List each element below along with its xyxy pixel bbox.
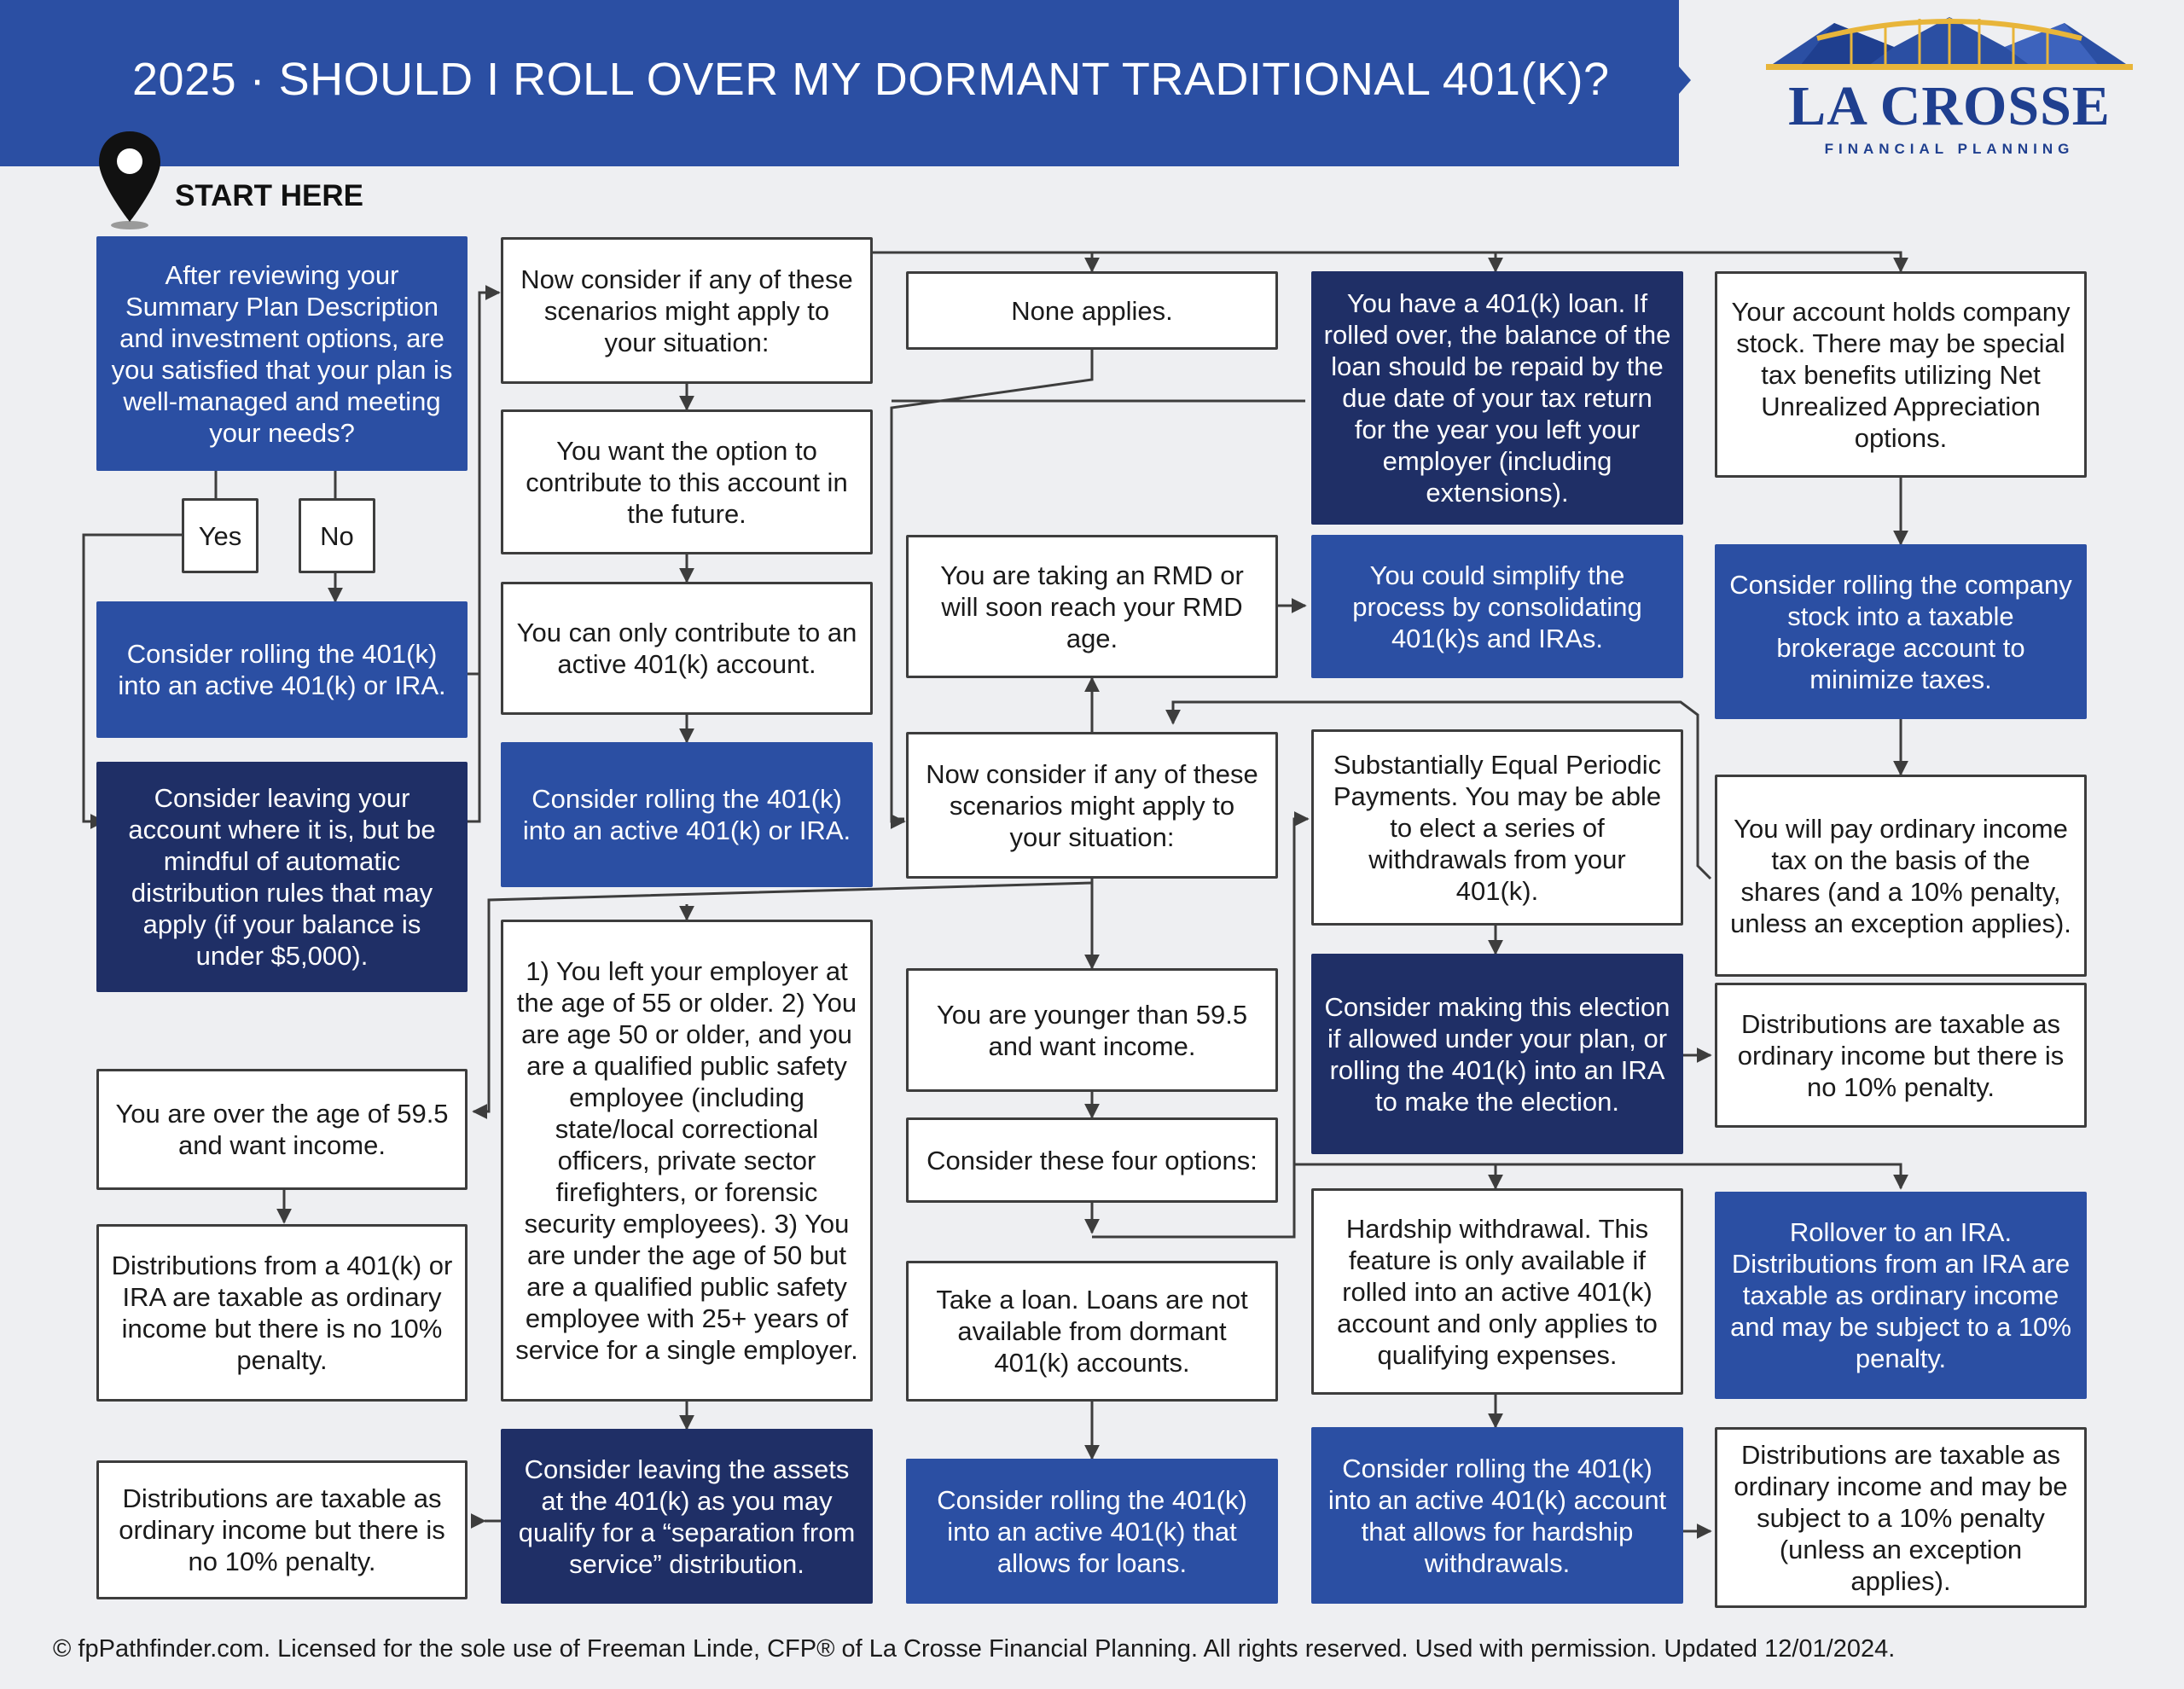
start-here-label: START HERE [175, 179, 364, 212]
rollover-active-401k-box-2: Consider rolling the 401(k) into an active 401(k) or IRA. [501, 742, 873, 887]
rollover-loans-box: Consider rolling the 401(k) into an active 401(k) that allows for loans. [906, 1459, 1278, 1604]
logo-subtitle: FINANCIAL PLANNING [1824, 141, 2075, 157]
hardship-withdrawal-box: Hardship withdrawal. This feature is only available if rolled into an active 401(k) account and only applies to qualifying expenses. [1311, 1188, 1683, 1395]
sepp-tax-result-box: Distributions are taxable as ordinary income but there is no 10% penalty. [1715, 983, 2087, 1128]
leave-assets-separation-box: Consider leaving the assets at the 401(k) as you may qualify for a “separation from service” distribution. [501, 1429, 873, 1604]
rollover-active-401k-box: Consider rolling the 401(k) into an active 401(k) or IRA. [96, 601, 468, 738]
none-applies-box: None applies. [906, 271, 1278, 350]
rollover-company-stock-box: Consider rolling the company stock into a taxable brokerage account to minimize taxes. [1715, 544, 2087, 719]
over-59-5-tax-result-box: Distributions from a 401(k) or IRA are taxable as ordinary income but there is no 10% penalty. [96, 1224, 468, 1402]
no-option-box: No [299, 498, 375, 573]
scenarios-prompt-box-1: Now consider if any of these scenarios might apply to your situation: [501, 237, 873, 384]
scenarios-prompt-box-2: Now consider if any of these scenarios might apply to your situation: [906, 732, 1278, 879]
younger-59-5-income-box: You are younger than 59.5 and want income. [906, 968, 1278, 1092]
contribute-future-box: You want the option to contribute to this account in the future. [501, 409, 873, 554]
rollover-ira-box: Rollover to an IRA. Distributions from an IRA are taxable as ordinary income and may be subject to a 10% penalty. [1715, 1192, 2087, 1399]
four-options-box: Consider these four options: [906, 1117, 1278, 1203]
separation-conditions-box: 1) You left your employer at the age of 55 or older. 2) You are age 50 or older, and you are a qualified public safety employee (including state/local correctional officers, private sector firefighters, or forensic security employees). 3) You are under the age of 50 but are a qualified public safety employee with 25+ years of service for a single employer. [501, 920, 873, 1402]
rmd-age-box: You are taking an RMD or will soon reach your RMD age. [906, 535, 1278, 678]
take-loan-box: Take a loan. Loans are not available from dormant 401(k) accounts. [906, 1261, 1278, 1402]
simplify-consolidate-box: You could simplify the process by consolidating 401(k)s and IRAs. [1311, 535, 1683, 678]
rollover-hardship-box: Consider rolling the 401(k) into an active 401(k) account that allows for hardship withdrawals. [1311, 1427, 1683, 1604]
yes-option-box: Yes [182, 498, 258, 573]
ira-tax-result-box: Distributions are taxable as ordinary income and may be subject to a 10% penalty (unless an exception applies). [1715, 1427, 2087, 1608]
over-59-5-income-box: You are over the age of 59.5 and want income. [96, 1069, 468, 1190]
has-401k-loan-box: You have a 401(k) loan. If rolled over, the balance of the loan should be repaid by the due date of your tax return for the year you left your employer (including extensions). [1311, 271, 1683, 525]
page-title: 2025 · SHOULD I ROLL OVER MY DORMANT TRADITIONAL 401(K)? [132, 54, 1610, 105]
question-satisfied-box: After reviewing your Summary Plan Description and investment options, are you satisfied that your plan is well-managed and meeting your needs? [96, 236, 468, 471]
company-stock-box: Your account holds company stock. There may be special tax benefits utilizing Net Unrealized Appreciation options. [1715, 271, 2087, 478]
copyright-footer: © fpPathfinder.com. Licensed for the sole use of Freeman Linde, CFP® of La Crosse Financial Planning. All rights reserved. Used with permission. Updated 12/01/2024. [53, 1635, 1896, 1663]
active-only-contribute-box: You can only contribute to an active 401(k) account. [501, 582, 873, 715]
sepp-election-box: Consider making this election if allowed under your plan, or rolling the 401(k) into an IRA to make the election. [1311, 954, 1683, 1154]
logo-name: LA CROSSE [1788, 75, 2111, 137]
separation-tax-result-box: Distributions are taxable as ordinary income but there is no 10% penalty. [96, 1460, 468, 1599]
sepp-box: Substantially Equal Periodic Payments. You may be able to elect a series of withdrawals from your 401(k). [1311, 729, 1683, 926]
ordinary-income-tax-box: You will pay ordinary income tax on the basis of the shares (and a 10% penalty, unless an exception applies). [1715, 775, 2087, 977]
leave-account-box: Consider leaving your account where it is, but be mindful of automatic distribution rules that may apply (if your balance is under $5,000). [96, 762, 468, 992]
